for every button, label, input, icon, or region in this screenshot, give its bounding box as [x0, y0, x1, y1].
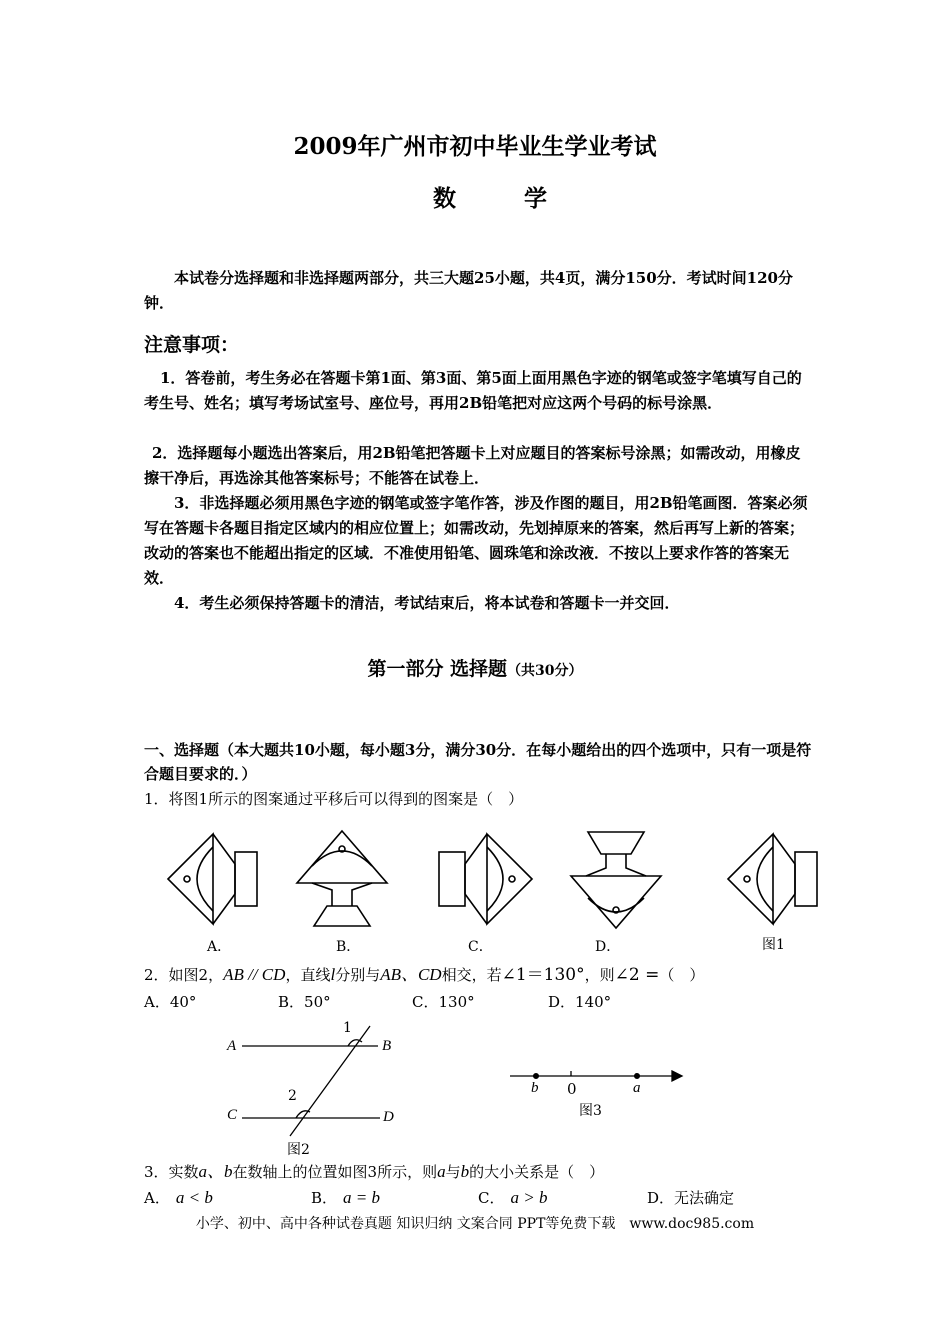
q3-option-c-value: a > b: [510, 1188, 548, 1207]
fig3-label-a: a: [633, 1080, 641, 1096]
q3-option-d: [647, 1187, 734, 1208]
q1-figure-1: [725, 822, 825, 932]
footer-text: 小学、初中、高中各种试卷真题 知识归纳 文案合同 PPT等免费下载 www.doc985.com: [195, 1216, 755, 1232]
q1-label-a: A．: [207, 939, 232, 955]
fig3-label-zero: 0: [567, 1080, 577, 1098]
q3-option-a: [144, 1187, 213, 1208]
subject-title: 数 学: [432, 185, 577, 212]
q1-option-b-figure: [292, 828, 392, 938]
q3-ab-expr: a、b: [198, 1162, 233, 1181]
q2-option-d: D．140°: [548, 993, 612, 1011]
q3-stem-pre: 3．实数: [144, 1163, 199, 1181]
q2-stem-mid: ，直线: [285, 966, 331, 984]
q3-stem-end: 的大小关系是（ ）: [469, 1163, 605, 1181]
q1-stem: 1．将图1所示的图案通过平移后可以得到的图案是（ ）: [144, 790, 524, 808]
part1-score: （共30分）: [507, 663, 583, 679]
exam-title: 2009年广州市初中毕业生学业考试: [293, 133, 657, 160]
q3-option-b-letter: B．: [311, 1189, 338, 1207]
intro-paragraph: 本试卷分选择题和非选择题两部分，共三大题25小题，共4页，满分150分．考试时间120分钟．: [144, 269, 793, 312]
section1-heading: 一、选择题（本大题共10小题，每小题3分，满分30分．在每小题给出的四个选项中，只有一项是符合题目要求的．）: [144, 741, 812, 783]
notice-item-4: 4．考生必须保持答题卡的清洁，考试结束后，将本试卷和答题卡一并交回．: [174, 594, 680, 612]
q1-option-c-figure: [435, 822, 535, 932]
q3-option-a-letter: A．: [144, 1189, 170, 1207]
q3-option-c-letter: C．: [478, 1189, 505, 1207]
q3-option-c: [478, 1187, 547, 1208]
figure-1-caption: 图1: [762, 937, 785, 953]
q1-label-d: D．: [595, 939, 621, 955]
q3-a: a: [437, 1162, 446, 1181]
q1-option-d-figure: [566, 826, 666, 936]
notice-item-1: 1．答卷前，考生务必在答题卡第1面、第3面、第5面上面用黑色字迹的钢笔或签字笔填写自己的考生号、姓名；填写考场试室号、座位号，再用2B铅笔把对应这两个号码的标号涂黑．: [144, 369, 802, 412]
fig2-point-b: B: [382, 1038, 392, 1054]
q2-angle2-expr: ∠2 =: [614, 965, 660, 985]
part1-heading: [0, 654, 950, 681]
q1-label-c: C．: [468, 939, 493, 955]
q3-b: b: [460, 1162, 470, 1181]
q2-parallel-expr: AB // CD: [223, 965, 286, 984]
q3-option-d-value: 无法确定: [674, 1189, 735, 1207]
fig2-point-d: D: [383, 1109, 394, 1125]
notice-item-3: 3．非选择题必须用黑色字迹的钢笔或签字笔作答，涉及作图的题目，用2B铅笔画图．答案必须写在答题卡各题目指定区域内的相应位置上；如需改动，先划掉原来的答案，然后再写上新的答案；改动的答案也不能超出指定的区域．不准使用铅笔、圆珠笔和涂改液．不按以上要求作答的答案无效．: [144, 494, 808, 587]
q2-stem-pre: 2．如图2，: [144, 966, 224, 984]
q3-stem: [144, 1161, 814, 1183]
notice-heading: 注意事项：: [144, 334, 240, 356]
q3-option-b-value: a = b: [343, 1188, 381, 1207]
notice-item-2: 2．选择题每小题选出答案后，用2B铅笔把答题卡上对应题目的答案标号涂黑；如需改动，用橡皮擦干净后，再选涂其他答案标号；不能答在试卷上．: [144, 444, 801, 487]
q2-option-a: A．40°: [144, 993, 197, 1011]
q3-stem-mid2: 与: [445, 1163, 461, 1181]
q2-angle1-expr: ∠1＝130°: [501, 965, 585, 985]
part1-title: 第一部分 选择题: [367, 658, 508, 680]
q2-lines-expr: AB、CD: [380, 965, 442, 984]
q3-option-d-letter: D．: [647, 1189, 675, 1207]
q2-stem-mid4: ，则: [584, 966, 615, 984]
fig2-angle-2: 2: [288, 1088, 297, 1104]
fig2-point-a: A: [227, 1038, 237, 1054]
q2-stem-end: （ ）: [659, 966, 705, 984]
figure-3-caption: 图3: [579, 1103, 602, 1119]
q1-label-b: B．: [336, 939, 361, 955]
q3-option-a-value: a < b: [175, 1188, 213, 1207]
figure-2-diagram: [220, 1018, 410, 1138]
q2-stem-mid3: 相交，若: [441, 966, 502, 984]
q1-option-a-figure: [165, 822, 265, 932]
q2-option-c: C．130°: [412, 993, 475, 1011]
fig2-angle-1: 1: [343, 1020, 352, 1036]
q2-option-b: B．50°: [278, 993, 331, 1011]
fig3-label-b: b: [531, 1080, 539, 1096]
q2-line-l: l: [330, 965, 336, 984]
q3-stem-mid: 在数轴上的位置如图3所示，则: [232, 1163, 438, 1181]
fig2-point-c: C: [227, 1107, 238, 1123]
q2-stem-mid2: 分别与: [335, 966, 381, 984]
q3-option-b: [311, 1187, 380, 1208]
figure-2-caption: 图2: [287, 1142, 310, 1158]
q2-stem: [144, 964, 834, 986]
